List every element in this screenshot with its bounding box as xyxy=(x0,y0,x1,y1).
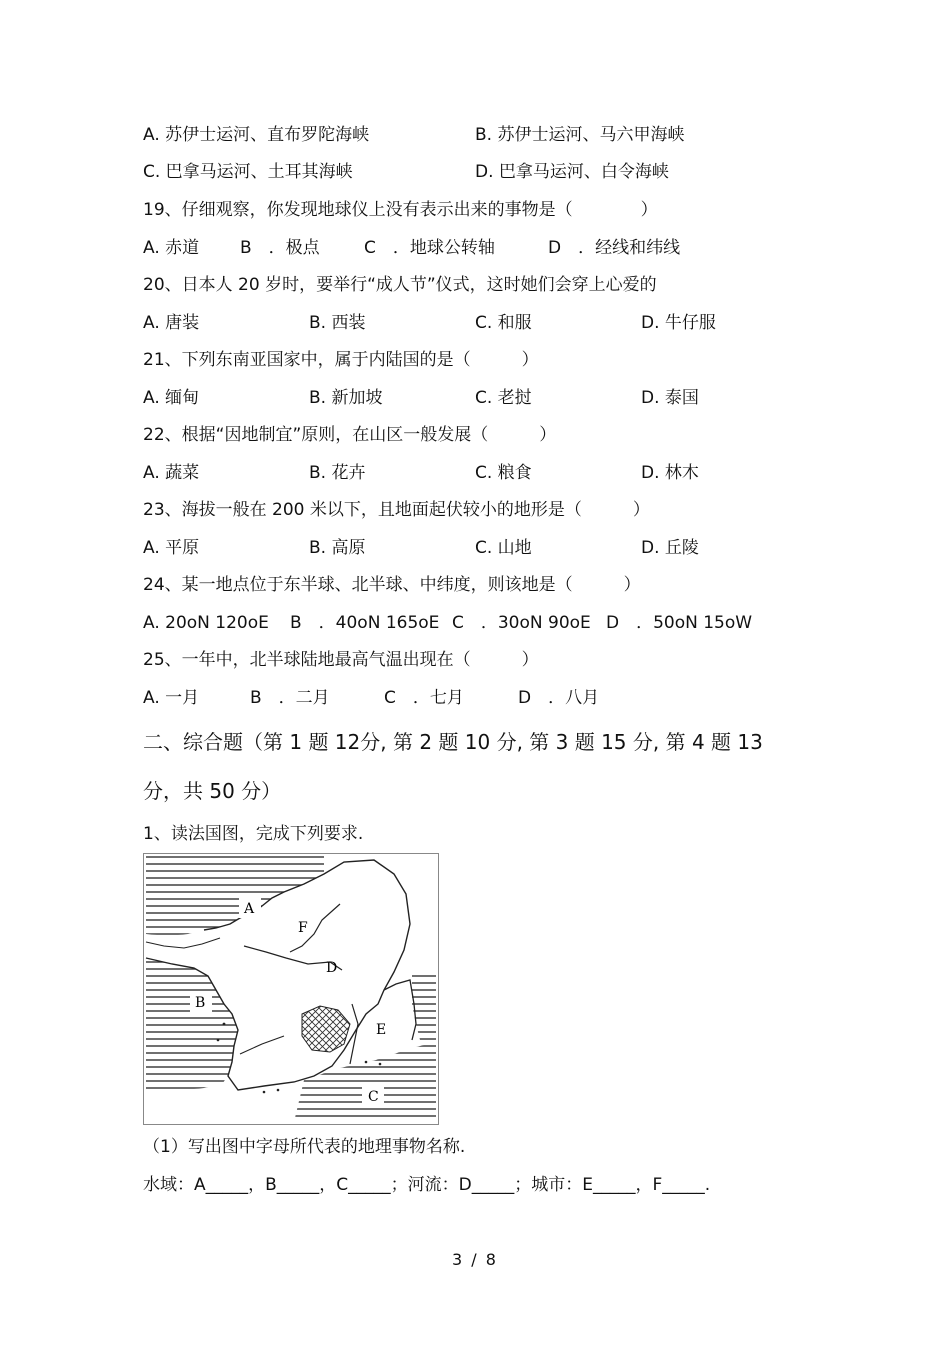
option-b: B. 花卉 xyxy=(309,463,366,483)
option-b: B. 高原 xyxy=(309,538,366,558)
option-c: C ．地球公转轴 xyxy=(364,238,495,258)
option-a: A. 缅甸 xyxy=(143,388,200,408)
option-c: C ．30oN 90oE xyxy=(452,613,591,633)
question-20: 20、日本人 20 岁时，要举行“成人节”仪式，这时她们会穿上心爱的 xyxy=(143,275,657,295)
river-garonne xyxy=(240,1036,284,1054)
mediterranean-sea xyxy=(294,1042,436,1122)
map-label-c: C xyxy=(368,1089,379,1105)
massif-central xyxy=(302,1006,350,1052)
option-c: C. 巴拿马运河、土耳其海峡 xyxy=(143,162,353,182)
italy-coast xyxy=(384,980,416,1040)
question-21: 21、下列东南亚国家中，属于内陆国的是（ ） xyxy=(143,350,539,370)
option-a: A. 赤道 xyxy=(143,238,200,258)
coast-detail xyxy=(146,938,220,948)
option-c: C. 山地 xyxy=(475,538,532,558)
question-1: 1、读法国图，完成下列要求. xyxy=(143,824,364,844)
france-map xyxy=(143,853,439,1125)
question-22: 22、根据“因地制宜”原则，在山区一般发展（ ） xyxy=(143,425,557,445)
option-b: B ．二月 xyxy=(250,688,330,708)
option-b: B. 西装 xyxy=(309,313,366,333)
option-c: C ．七月 xyxy=(384,688,464,708)
option-c: C. 粮食 xyxy=(475,463,532,483)
option-c: C. 和服 xyxy=(475,313,532,333)
question-25: 25、一年中，北半球陆地最高气温出现在（ ） xyxy=(143,650,539,670)
section-heading: 二、综合题（第 1 题 12分, 第 2 题 10 分, 第 3 题 15 分, 第 4 题 13 xyxy=(143,730,763,754)
option-d: D. 泰国 xyxy=(641,388,699,408)
france-map-drawing xyxy=(144,854,438,1124)
option-d: D. 巴拿马运河、白令海峡 xyxy=(475,162,669,182)
option-a: A. 蔬菜 xyxy=(143,463,200,483)
east-sea-strip xyxy=(412,972,436,1042)
option-b: B. 苏伊士运河、马六甲海峡 xyxy=(475,125,685,145)
option-d: D. 牛仔服 xyxy=(641,313,716,333)
option-d: D ．经线和纬线 xyxy=(548,238,681,258)
answer-blanks: 水域：A_____，B_____，C_____；河流：D_____；城市：E_____，F_____. xyxy=(143,1175,711,1195)
question-19: 19、仔细观察，你发现地球仪上没有表示出来的事物是（ ） xyxy=(143,200,658,220)
map-label-b: B xyxy=(195,995,206,1011)
question-24: 24、某一地点位于东半球、北半球、中纬度，则该地是（ ） xyxy=(143,575,641,595)
sub-question-1: （1）写出图中字母所代表的地理事物名称. xyxy=(143,1137,466,1157)
option-b: B ．极点 xyxy=(240,238,320,258)
option-a: A. 20oN 120oE xyxy=(143,613,269,633)
option-d: D ．50oN 15oW xyxy=(606,613,753,633)
map-label-e: E xyxy=(376,1022,387,1038)
option-b: B ．40oN 165oE xyxy=(290,613,440,633)
section-heading-cont: 分，共 50 分） xyxy=(143,779,282,803)
option-c: C. 老挝 xyxy=(475,388,532,408)
option-d: D ．八月 xyxy=(518,688,600,708)
option-a: A. 一月 xyxy=(143,688,200,708)
option-b: B. 新加坡 xyxy=(309,388,383,408)
map-label-f: F xyxy=(298,920,308,936)
map-label-d: D xyxy=(326,960,338,976)
map-label-a: A xyxy=(244,901,255,917)
question-23: 23、海拔一般在 200 米以下，且地面起伏较小的地形是（ ） xyxy=(143,500,650,520)
option-d: D. 林木 xyxy=(641,463,699,483)
option-a: A. 平原 xyxy=(143,538,200,558)
page-number: 3 / 8 xyxy=(452,1250,498,1269)
option-d: D. 丘陵 xyxy=(641,538,699,558)
option-a: A. 苏伊士运河、直布罗陀海峡 xyxy=(143,125,370,145)
option-a: A. 唐装 xyxy=(143,313,200,333)
